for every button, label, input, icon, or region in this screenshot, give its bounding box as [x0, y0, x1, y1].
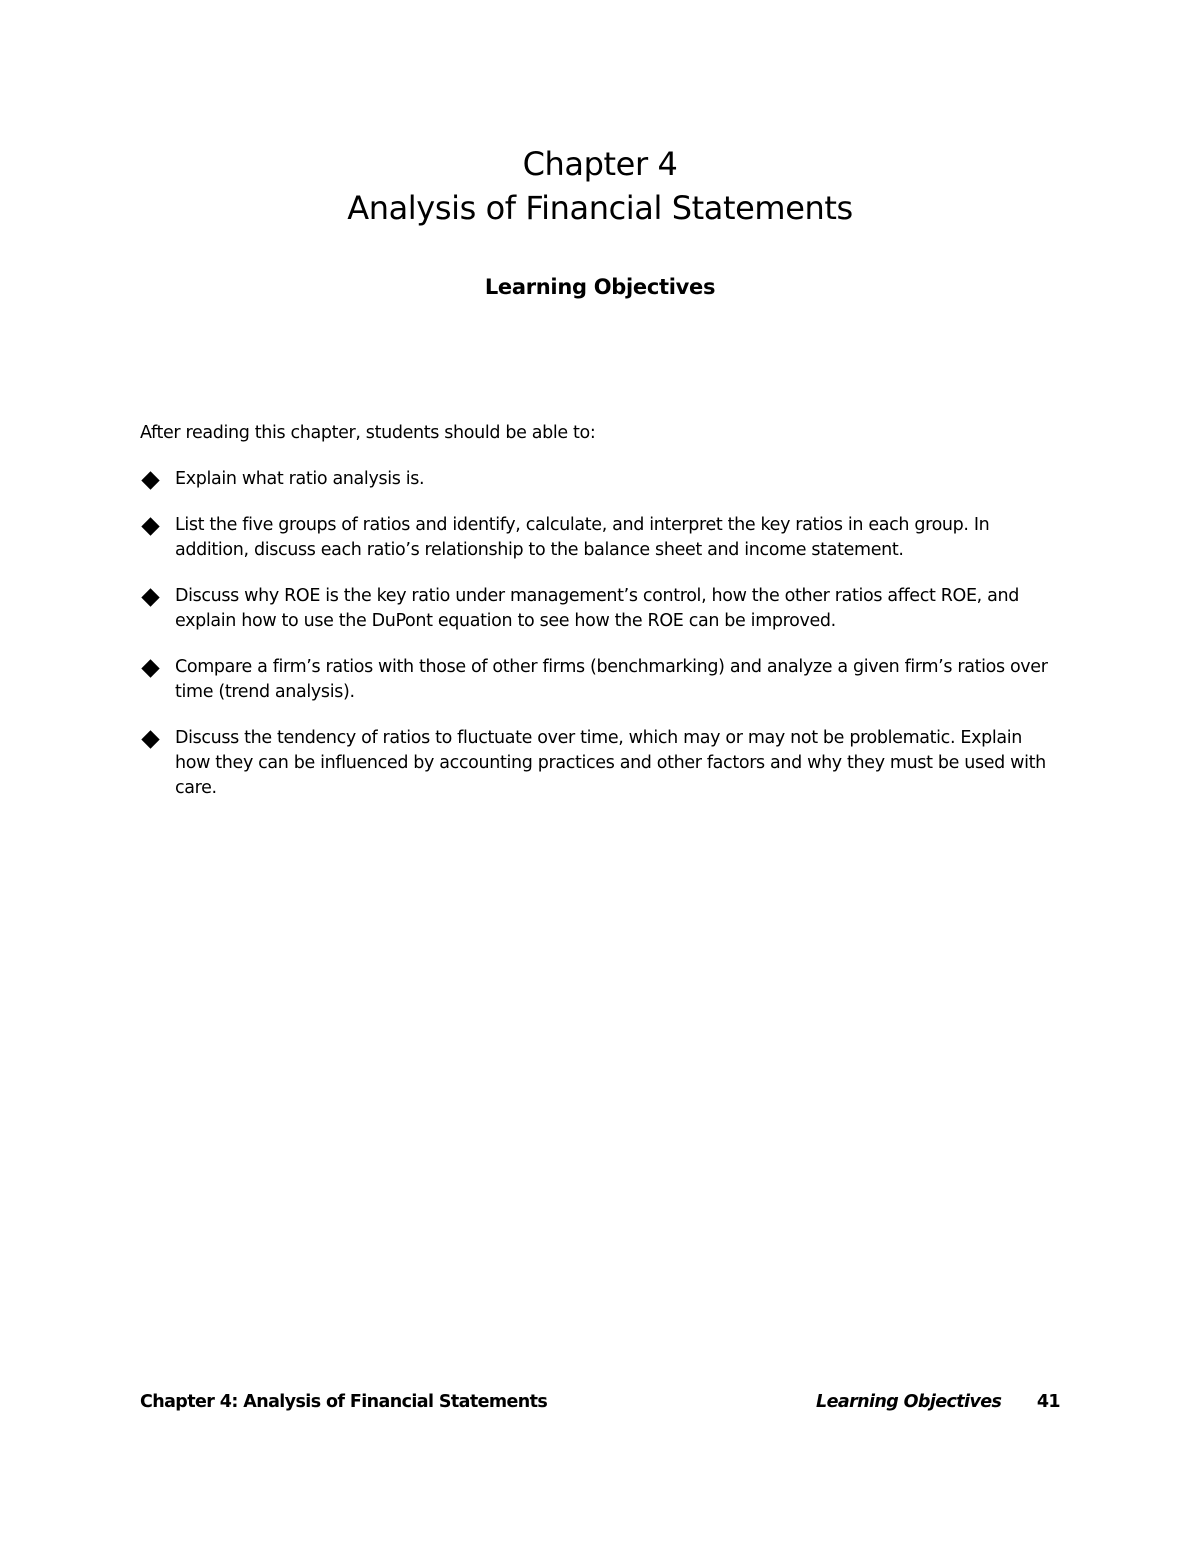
diamond-bullet-icon [141, 588, 159, 606]
objective-text: Compare a firm’s ratios with those of other firms (benchmarking) and analyze a given firm’s ratios over time (trend analysis). [175, 657, 1048, 702]
list-item [140, 584, 1060, 634]
diamond-bullet-icon [141, 517, 159, 535]
objective-list [140, 467, 1060, 822]
list-item [140, 467, 1060, 492]
chapter-title: Analysis of Financial Statements [347, 189, 853, 227]
list-item [140, 513, 1060, 563]
footer-chapter-label: Chapter 4: Analysis of Financial Statements [140, 1392, 548, 1412]
page-footer [140, 1388, 1060, 1416]
objective-text: List the five groups of ratios and identify, calculate, and interpret the key ratios in each group. In addition, discuss each ratio’s relationship to the balance sheet and income statement. [175, 515, 990, 560]
objective-text: Explain what ratio analysis is. [175, 469, 425, 489]
section-heading: Learning Objectives [484, 275, 716, 299]
list-item [140, 655, 1060, 705]
list-item [140, 726, 1060, 801]
page-number: 41 [1036, 1392, 1060, 1412]
title-block [0, 142, 1200, 230]
objective-text: Discuss the tendency of ratios to fluctuate over time, which may or may not be problematic. Explain how they can be influenced by accounting practices and other factors and why they must be used with care. [175, 728, 1046, 798]
footer-right [816, 1388, 1060, 1416]
intro-text: After reading this chapter, students should be able to: [140, 423, 596, 443]
chapter-number: Chapter 4 [522, 145, 678, 183]
diamond-bullet-icon [141, 471, 159, 489]
diamond-bullet-icon [141, 730, 159, 748]
objective-text: Discuss why ROE is the key ratio under management’s control, how the other ratios affect ROE, and explain how to use the DuPont equation to see how the ROE can be improved. [175, 586, 1019, 631]
footer-section-label: Learning Objectives [816, 1392, 1002, 1412]
diamond-bullet-icon [141, 659, 159, 677]
